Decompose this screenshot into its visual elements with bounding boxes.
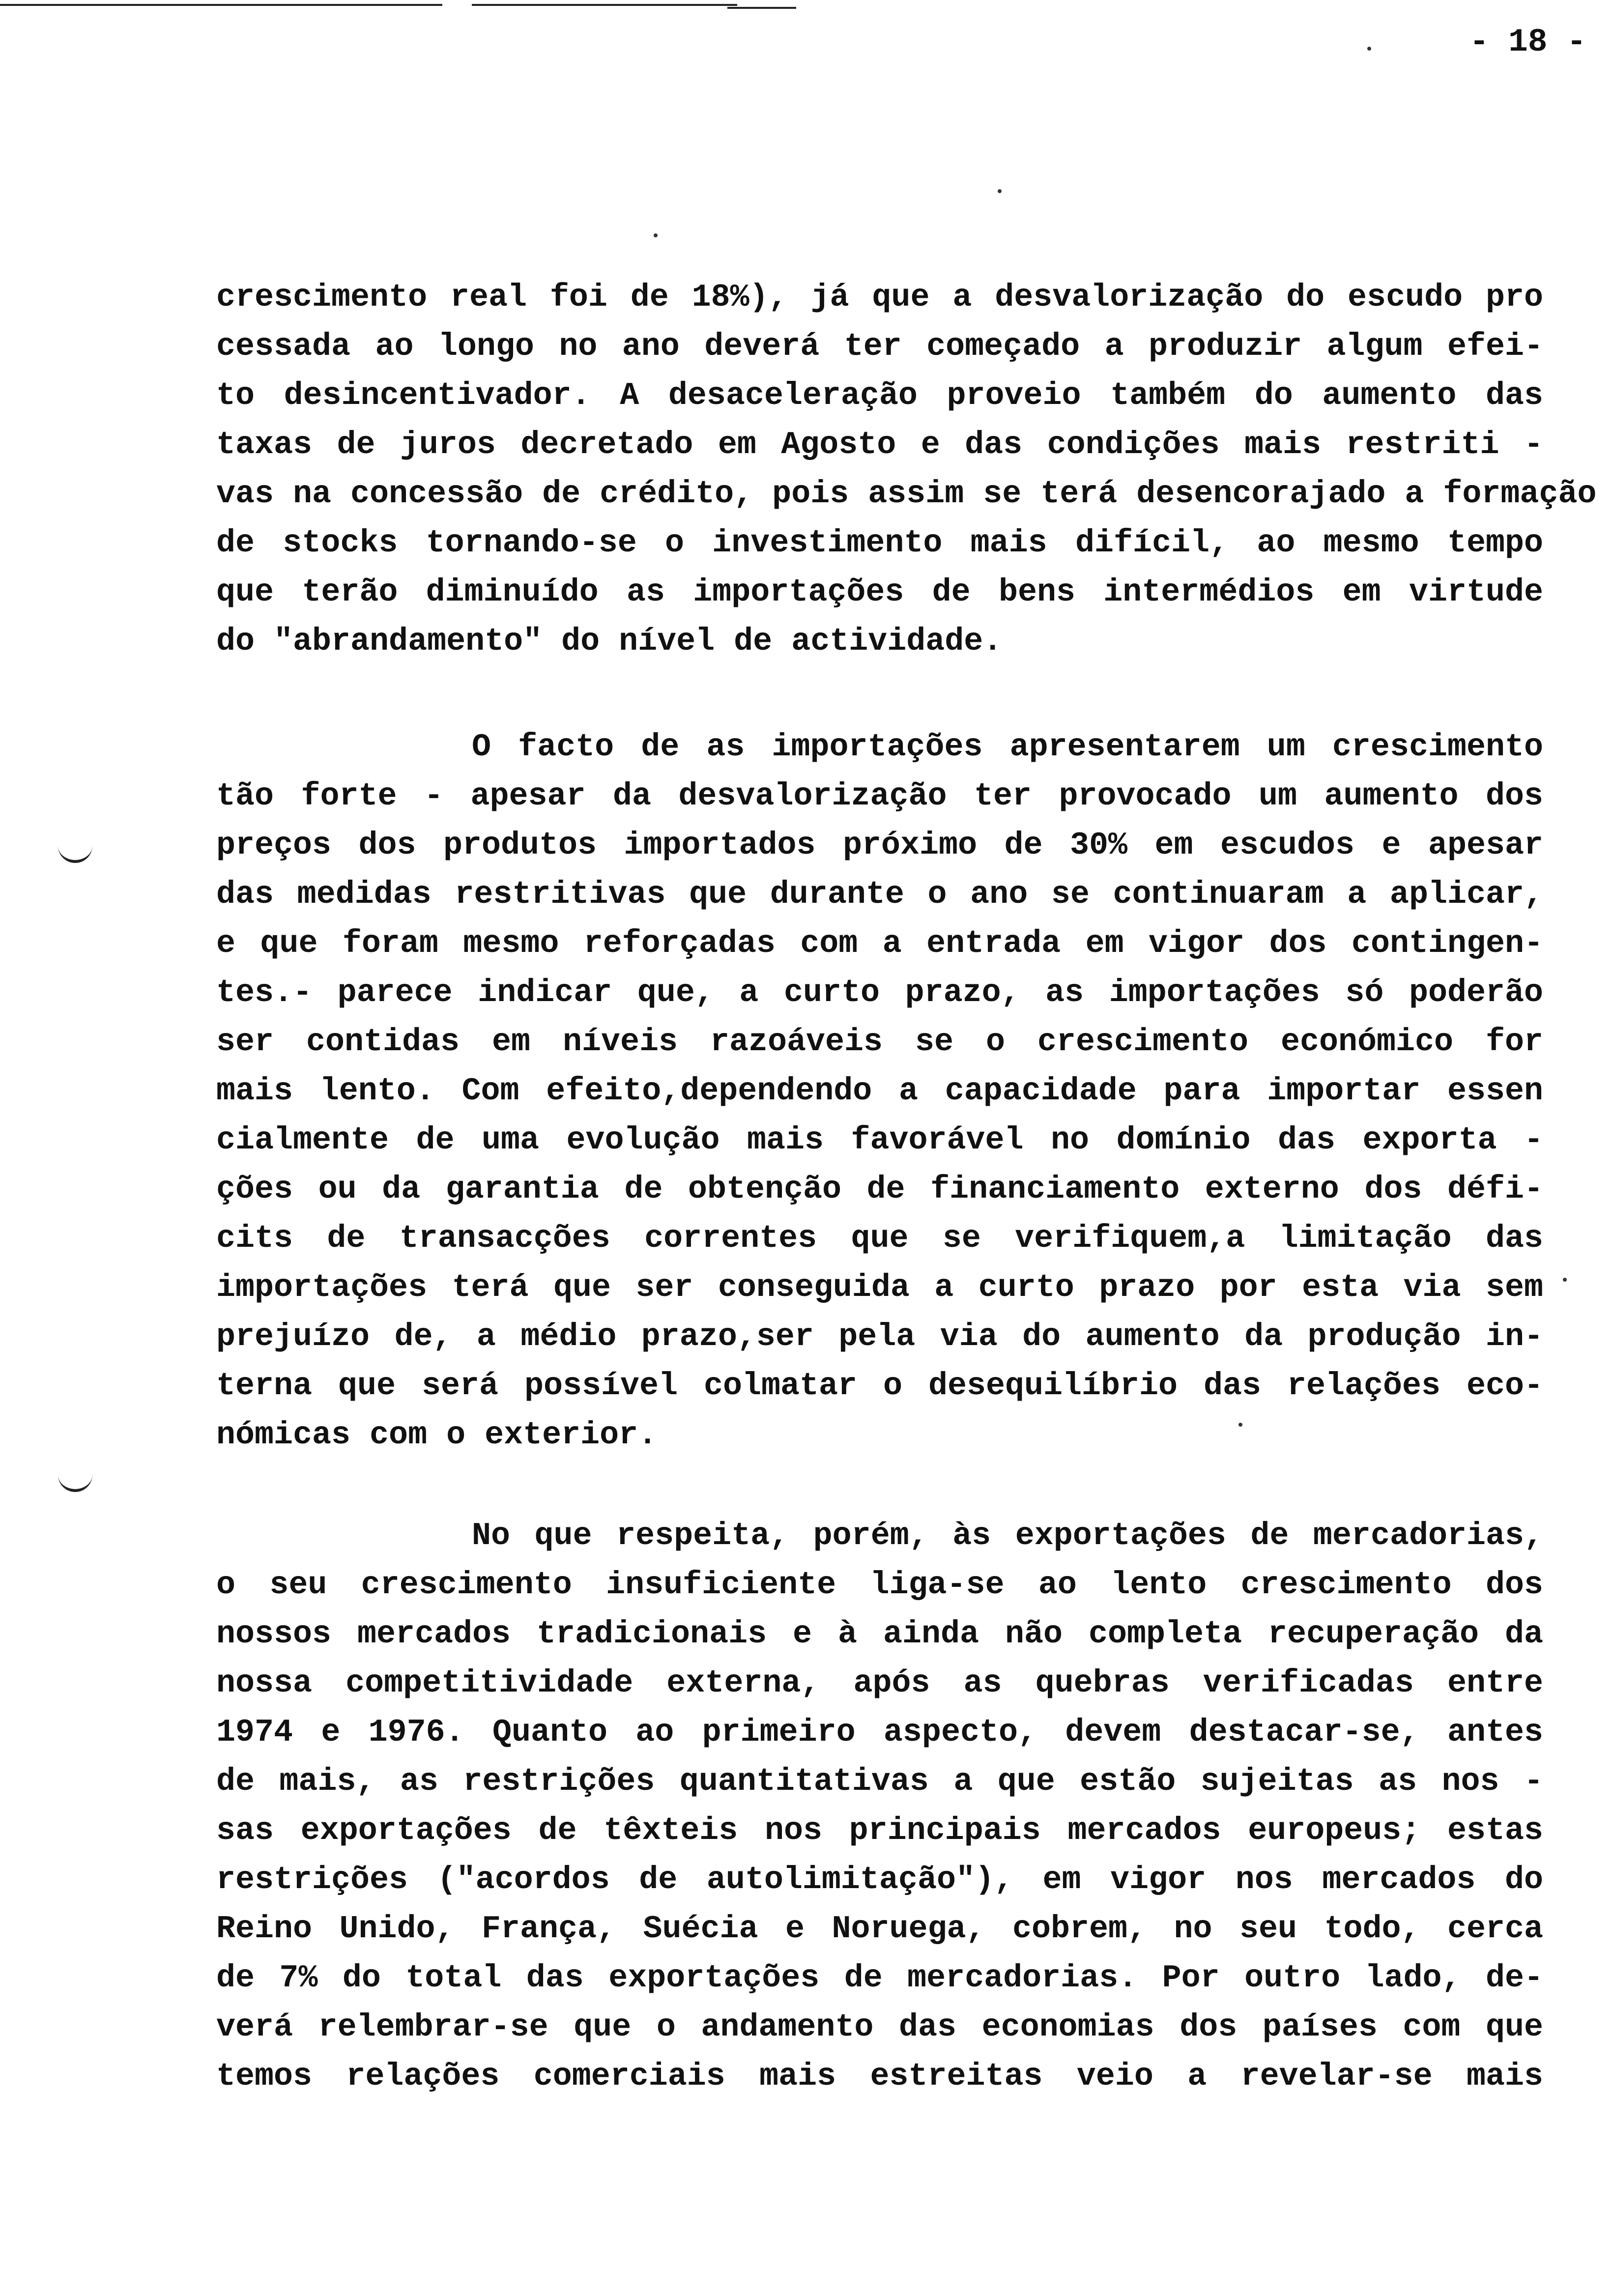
text-line: nossa competitividade externa, após as quebras verificadas entre [216, 1665, 1543, 1701]
text-line: tes.- parece indicar que, a curto prazo, as importações só poderão [216, 975, 1543, 1011]
scan-speck [998, 189, 1002, 193]
text-line: nómicas com o exterior. [216, 1417, 658, 1453]
paragraph-2 [216, 722, 1543, 1460]
text-line: terna que será possível colmatar o desequilíbrio das relações eco- [216, 1368, 1543, 1404]
text-line: crescimento real foi de 18%), já que a desvalorização do escudo pro [216, 279, 1543, 316]
text-line: No que respeita, porém, às exportações de mercadorias, [472, 1518, 1543, 1554]
text-line: O facto de as importações apresentarem um crescimento [472, 729, 1543, 765]
paragraph-3 [216, 1511, 1543, 2101]
text-line: cessada ao longo no ano deverá ter começado a produzir algum efei- [216, 328, 1543, 365]
text-line: taxas de juros decretado em Agosto e das condições mais restriti - [216, 427, 1543, 463]
scan-speck [1367, 47, 1371, 51]
text-line: cialmente de uma evolução mais favorável no domínio das exporta - [216, 1122, 1543, 1158]
page-number: - 18 - [1469, 24, 1586, 60]
text-line: importações terá que ser conseguida a curto prazo por esta via sem [216, 1269, 1543, 1306]
text-line: temos relações comerciais mais estreitas veio a revelar-se mais [216, 2058, 1543, 2095]
text-line: 1974 e 1976. Quanto ao primeiro aspecto, devem destacar-se, antes [216, 1714, 1543, 1751]
text-line: do "abrandamento" do nível de actividade. [216, 623, 1003, 660]
text-line: preços dos produtos importados próximo de 30% em escudos e apesar [216, 827, 1543, 863]
text-line: o seu crescimento insuficiente liga-se ao lento crescimento dos [216, 1567, 1543, 1603]
text-line: to desincentivador. A desaceleração proveio também do aumento das [216, 377, 1543, 414]
text-line: prejuízo de, a médio prazo,ser pela via do aumento da produção in- [216, 1319, 1543, 1355]
text-line: nossos mercados tradicionais e à ainda não completa recuperação da [216, 1616, 1543, 1652]
scan-edge-line [472, 4, 737, 6]
text-line: das medidas restritivas que durante o ano se continuaram a aplicar, [216, 876, 1543, 913]
scan-speck [654, 233, 658, 237]
text-line: mais lento. Com efeito,dependendo a capacidade para importar essen [216, 1073, 1543, 1109]
text-line: ções ou da garantia de obtenção de financiamento externo dos défi- [216, 1171, 1543, 1207]
scan-speck [1563, 1278, 1567, 1282]
text-line: Reino Unido, França, Suécia e Noruega, cobrem, no seu todo, cerca [216, 1911, 1543, 1947]
text-line: vas na concessão de crédito, pois assim se terá desencorajado a formação [216, 476, 1597, 512]
text-line: de mais, as restrições quantitativas a que estão sujeitas as nos - [216, 1763, 1543, 1800]
scan-edge-line [727, 7, 796, 9]
text-line: de 7% do total das exportações de mercadorias. Por outro lado, de- [216, 1960, 1543, 1996]
scan-edge-line [0, 4, 442, 6]
text-line: verá relembrar-se que o andamento das economias dos países com que [216, 2009, 1543, 2045]
hole-punch-mark [58, 840, 92, 863]
text-line: que terão diminuído as importações de bens intermédios em virtude [216, 574, 1543, 610]
hole-punch-mark [58, 1469, 92, 1492]
text-line: sas exportações de têxteis nos principais mercados europeus; estas [216, 1812, 1543, 1849]
text-line: de stocks tornando-se o investimento mais difícil, ao mesmo tempo [216, 525, 1543, 561]
text-line: e que foram mesmo reforçadas com a entrada em vigor dos contingen- [216, 925, 1543, 962]
text-line: cits de transacções correntes que se verifiquem,a limitação das [216, 1220, 1543, 1257]
text-line: restrições ("acordos de autolimitação"), em vigor nos mercados do [216, 1862, 1543, 1898]
text-line: ser contidas em níveis razoáveis se o crescimento económico for [216, 1024, 1543, 1060]
paragraph-1 [216, 273, 1597, 666]
text-line: tão forte - apesar da desvalorização ter provocado um aumento dos [216, 778, 1543, 814]
